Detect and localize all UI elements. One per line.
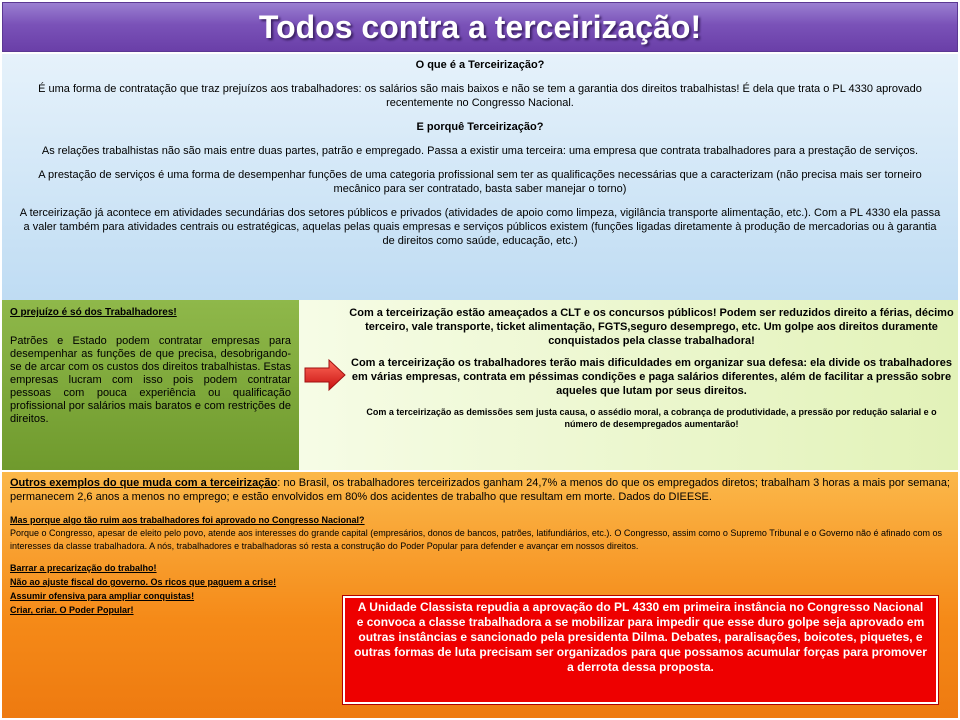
intro-panel [2,54,958,300]
threats-panel [299,300,958,470]
statement-box [343,596,938,704]
question-what: O que é a Terceirização? [415,59,545,71]
why-approved [10,514,950,553]
losses-heading: O prejuízo é só dos Trabalhadores! [10,307,177,318]
answer-what: É uma forma de contratação que traz prejuízos aos trabalhadores: os salários são mais baixos e não se tem a garantia dos direitos trabalhistas! É dela que trata o PL 4330 aprovado recentemente no Congresso Nacional. [38,83,922,109]
slogan-item: Não ao ajuste fiscal do governo. Os ricos que paguem a crise! [10,577,277,587]
threat-dismissals: Com a terceirização as demissões sem justa causa, o assédio moral, a cobrança de produtividade, a pressão por redução salarial e o número de desempregados aumentarão! [366,407,937,429]
threat-organization: Com a terceirização os trabalhadores terão mais dificuldades em organizar sua defesa: ela divide os trabalhadores em várias empresas, contrata em péssimas condições e paga salários diferentes, além de facilitar a pressão sobre aqueles que lutam por seus direitos. [351,357,952,397]
slogan-item: Criar, criar. O Poder Popular! [10,605,134,615]
examples-rest: : no Brasil, os trabalhadores terceirizados ganham 24,7% a menos do que os empregados diretos; trabalham 3 horas a mais por semana; permanecem 2,6 anos a menos no emprego; e estão envolvidos em 80% dos acidentes de trabalho que resultam em morte. Dados do DIEESE. [10,477,950,503]
page-title: Todos contra a terceirização! [258,9,702,45]
threat-clt: Com a terceirização estão ameaçados a CLT e os concursos públicos! Podem ser reduzidos direito a férias, décimo terceiro, vale transporte, ticket alimentação, FGTS,seguro desemprego, etc. Um golpe aos direitos duramente conquistados pela classe trabalhadora! [349,307,954,347]
answer-why: As relações trabalhistas não são mais entre duas partes, patrão e empregado. Passa a existir uma terceira: uma empresa que contrata trabalhadores para a prestação de serviços. [41,145,919,157]
pl4330-paragraph: A terceirização já acontece em atividades secundárias dos setores públicos e privados (atividades de apoio como limpeza, vigilância transporte alimentação, etc.). Com a PL 4330 ela passa a valer também para atividades centrais ou estratégicas, aquelas pelas quais empresas e serviços públicos existem (funções ligadas diretamente à produção de mercadorias ou à garantia de direitos como saúde, educação, etc.) [19,207,941,247]
statement-text: A Unidade Classista repudia a aprovação do PL 4330 em primeira instância no Congresso Nacional e convoca a classe trabalhadora a se mobilizar para impedir que esse duro golpe seja aprovado em outras instâncias e sancionado pela presidenta Dilma. Debates, paralisações, boicotes, piquetes, e outras formas de luta precisam ser organizados para que possamos acumular forças para promover a derrota dessa proposta. [354,600,927,674]
slogan-item: Barrar a precarização do trabalho! [10,563,157,573]
threats-text [349,306,954,430]
examples-lead: Outros exemplos do que muda com a terceirização [10,477,278,489]
slogans-list [10,561,350,617]
title-banner [2,2,958,52]
slogan-item: Assumir ofensiva para ampliar conquistas! [10,591,195,601]
service-paragraph: A prestação de serviços é uma forma de desempenhar funções de uma categoria profissional sem ter as qualificações necessárias que a caracterizam (não precisa mais ser torneiro mecânico para ser contratado, basta saber manejar o torno) [38,169,922,195]
why-approved-answer: Porque o Congresso, apesar de eleito pelo povo, atende aos interesses do grande capital (empresários, donos de bancos, patrões, latifundiários, etc.). O Congresso, assim como o Supremo Tribunal e o Governo não é afinado com os interesses da classe trabalhadora. A nós, trabalhadores e trabalhadoras só resta a construção do Poder Popular para defender e avançar em nossos direitos. [10,528,943,551]
losses-body: Patrões e Estado podem contratar empresas para desempenhar as funções de que precisa, desobrigando-se de arcar com os custos dos direitos trabalhistas. Estas empresas lucram com isso pois podem contratar pessoas com pouca experiência ou qualificação profissional por salários mais baratos e com restrições de direitos. [10,335,291,425]
examples-paragraph [10,476,950,504]
question-why: E porquê Terceirização? [416,121,544,133]
right-arrow-icon [303,358,347,392]
why-approved-question: Mas porque algo tão ruim aos trabalhadores foi aprovado no Congresso Nacional? [10,515,365,525]
losses-panel [2,300,299,470]
